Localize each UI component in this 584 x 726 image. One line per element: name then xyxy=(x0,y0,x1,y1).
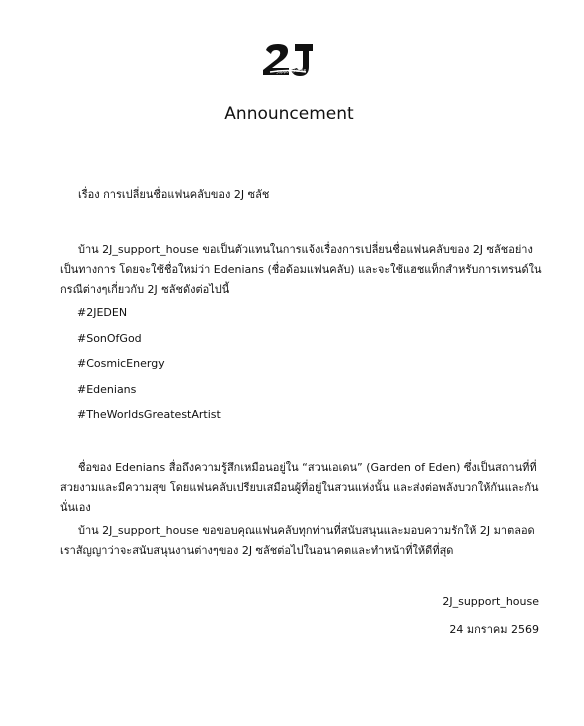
meaning-paragraph xyxy=(60,458,550,518)
logo-subtext: Support_House xyxy=(275,67,307,75)
signature: 2J_support_house xyxy=(442,595,539,608)
thanks-paragraph xyxy=(60,521,550,561)
subject-line: เรื่อง การเปลี่ยนชื่อแฟนคลับของ 2J ซลัช xyxy=(78,188,270,201)
hashtag-item: #TheWorldsGreatestArtist xyxy=(77,408,221,421)
hashtag-item: #SonOfGod xyxy=(77,331,142,345)
intro-paragraph-text: บ้าน 2J_support_house ขอเป็นตัวแทนในการแจ้งเรื่องการเปลี่ยนชื่อแฟนคลับของ 2J ซลัชอย่างเป็นทางการ โดยจะใช้ชื่อใหม่ว่า Edenians (ชื่อด้อมแฟนคลับ) และจะใช้แฮชแท็กสำหรับการเทรนด์ในกรณีต่างๆเกี่ยวกับ 2J ซลัชดังต่อไปนี้ xyxy=(60,243,542,296)
thanks-paragraph-text: บ้าน 2J_support_house ขอขอบคุณแฟนคลับทุกท่านที่สนับสนุนและมอบความรักให้ 2J มาตลอด เราสัญญาว่าจะสนับสนุนงานต่างๆของ 2J ซลัชต่อไปในอนาคตและทำหน้าที่ให้ดีที่สุด xyxy=(60,524,535,557)
intro-paragraph xyxy=(60,240,550,300)
hashtag-item: #Edenians xyxy=(77,382,137,396)
2j-logo xyxy=(262,42,316,80)
hashtag-list xyxy=(77,303,221,431)
page-title: Announcement xyxy=(224,104,354,124)
announcement-date: 24 มกราคม 2569 xyxy=(449,623,539,636)
meaning-paragraph-text: ชื่อของ Edenians สื่อถึงความรู้สึกเหมือนอยู่ใน “สวนเอเดน” (Garden of Eden) ซึ่งเป็นสถานที่ที่สวยงามและมีความสุข โดยแฟนคลับเปรียบเสมือนผู้ที่อยู่ในสวนแห่งนั้น และส่งต่อพลังบวกให้กันและกันนั่นเอง xyxy=(60,461,539,514)
hashtag-item: #CosmicEnergy xyxy=(77,357,165,370)
hashtag-item: #2JEDEN xyxy=(77,306,128,319)
